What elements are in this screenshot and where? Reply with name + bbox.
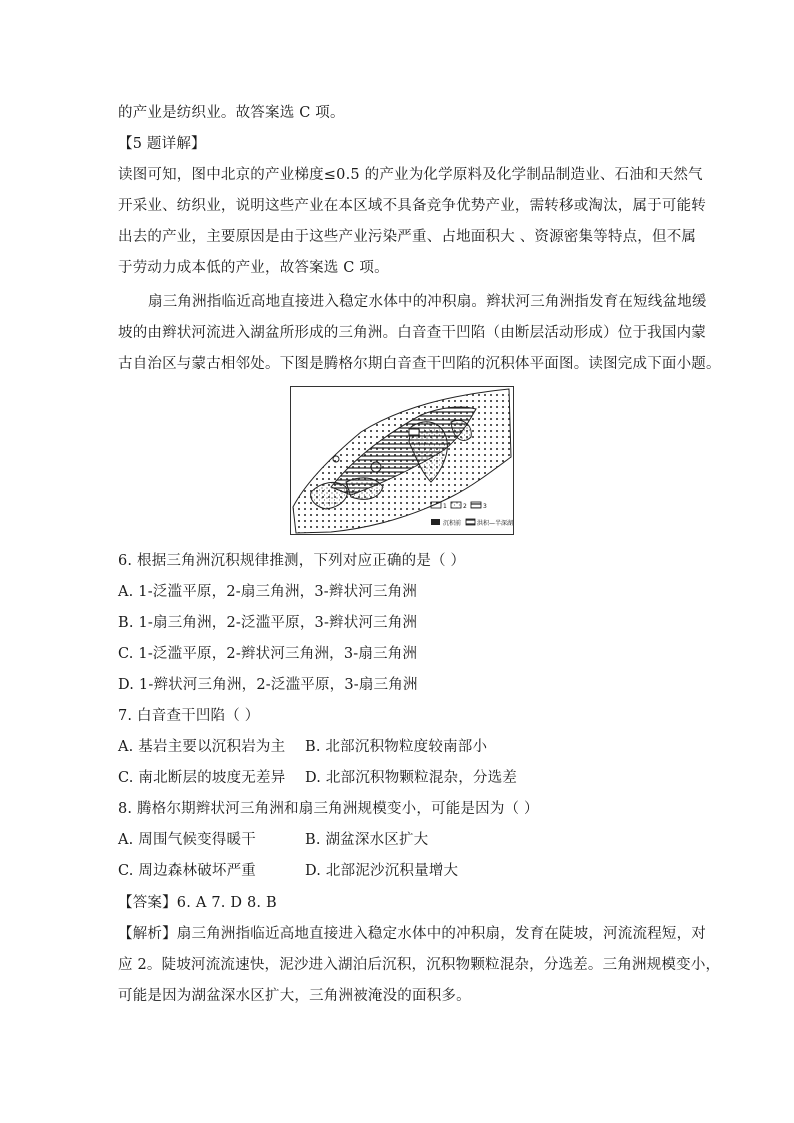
paragraph-line: 开采业、纺织业，说明这些产业在本区域不具备竞争优势产业，需转移或淘汰，属于可能转 <box>118 198 706 214</box>
question-6-option-b: B. 1-扇三角洲，2-泛滥平原，3-辫状河三角洲 <box>118 615 418 631</box>
question-6: 6. 根据三角洲沉积规律推测，下列对应正确的是（ ） <box>118 553 466 569</box>
question-7-option-d: D. 北部沉积物颗粒混杂，分选差 <box>305 770 518 786</box>
answer-line: 【答案】6. A 7. D 8. B <box>118 895 277 911</box>
legend-label-pre-deposit: 沉积前 <box>443 520 462 527</box>
legend-label-3: 3 <box>483 503 487 510</box>
paragraph-line: 的产业是纺织业。故答案选 C 项。 <box>118 105 345 121</box>
question-6-option-d: D. 1-辫状河三角洲，2-泛滥平原，3-扇三角洲 <box>118 677 418 693</box>
question-6-option-a: A. 1-泛滥平原，2-扇三角洲，3-辫状河三角洲 <box>118 584 418 600</box>
intro-paragraph-line: 扇三角洲指临近高地直接进入稳定水体中的冲积扇。辫状河三角洲指发育在短线盆地缓 <box>148 294 707 310</box>
analysis-line: 应 2。陡坡河流流速快，泥沙进入湖泊后沉积，沉积物颗粒混杂，分选差。三角洲规模变小， <box>118 957 721 973</box>
question-7-option-b: B. 北部沉积物粒度较南部小 <box>305 739 488 755</box>
sediment-map-figure <box>290 386 514 535</box>
analysis-line: 可能是因为湖盆深水区扩大，三角洲被淹没的面积多。 <box>118 988 471 1004</box>
paragraph-line: 出去的产业，主要原因是由于这些产业污染严重、占地面积大 、资源密集等特点，但不属 <box>118 229 697 245</box>
question-6-option-c: C. 1-泛滥平原，2-辫状河三角洲，3-扇三角洲 <box>118 646 418 662</box>
section-heading: 【5 题详解】 <box>118 136 206 152</box>
question-7: 7. 白音查干凹陷（ ） <box>118 708 260 724</box>
legend-label-lake: 洪积—半深湖 <box>477 520 513 527</box>
question-8-option-c: C. 周边森林破坏严重 <box>118 863 256 879</box>
paragraph-line: 于劳动力成本低的产业，故答案选 C 项。 <box>118 260 389 276</box>
intro-paragraph-line: 坡的由辫状河流进入湖盆所形成的三角洲。白音查干凹陷（由断层活动形成）位于我国内蒙 <box>118 325 706 341</box>
question-7-option-a: A. 基岩主要以沉积岩为主 <box>118 739 286 755</box>
question-7-option-c: C. 南北断层的坡度无差异 <box>118 770 286 786</box>
question-8-option-b: B. 湖盆深水区扩大 <box>305 832 429 848</box>
sediment-map-image <box>291 387 513 534</box>
question-8-option-a: A. 周围气候变得暖干 <box>118 832 256 848</box>
intro-paragraph-line: 古自治区与蒙古相邻处。下图是腾格尔期白音查干凹陷的沉积体平面图。读图完成下面小题。 <box>118 356 721 372</box>
question-8-option-d: D. 北部泥沙沉积量增大 <box>305 863 459 879</box>
paragraph-line: 读图可知，图中北京的产业梯度≤0.5 的产业为化学原料及化学制品制造业、石油和天然气 <box>118 167 703 183</box>
legend-label-2: 2 <box>463 503 467 510</box>
question-8: 8. 腾格尔期辫状河三角洲和扇三角洲规模变小，可能是因为（ ） <box>118 801 539 817</box>
legend-label-1: 1 <box>443 503 447 510</box>
analysis-line: 【解析】扇三角洲指临近高地直接进入稳定水体中的冲积扇，发育在陡坡，河流流程短，对 <box>118 926 706 942</box>
